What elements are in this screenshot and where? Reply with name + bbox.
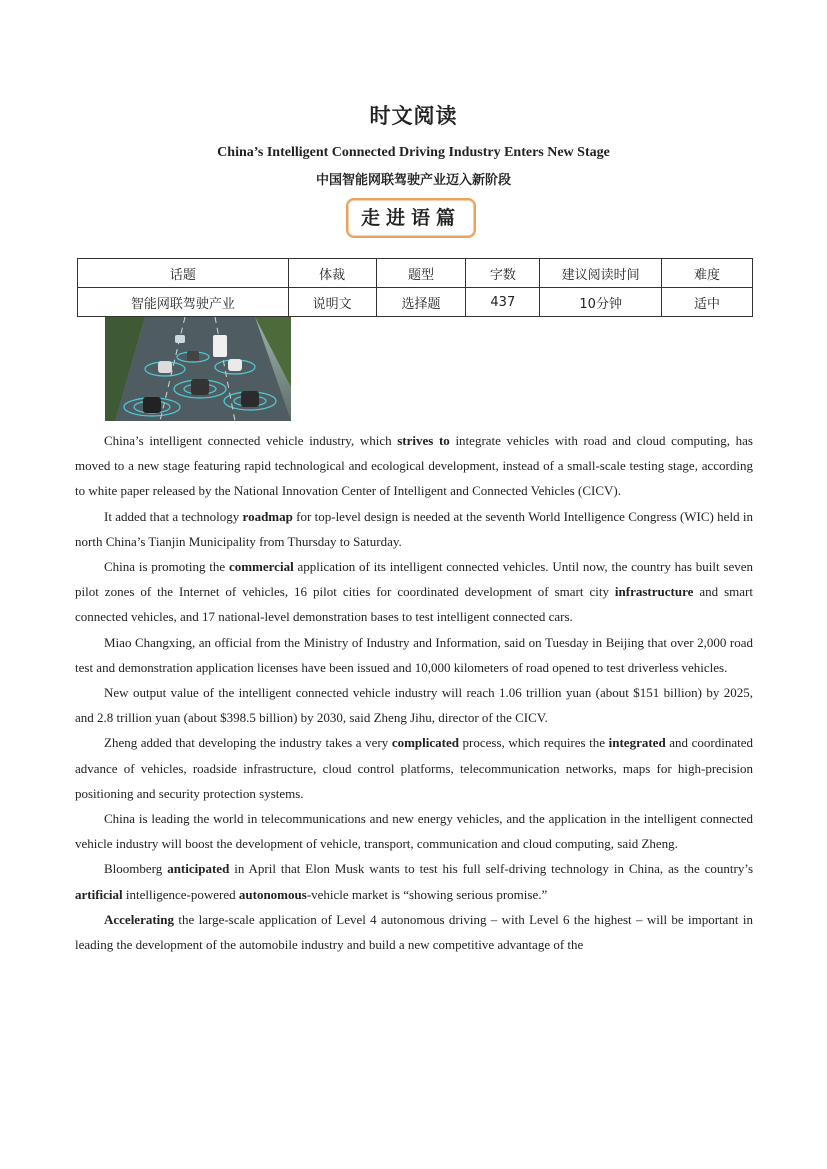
text-run: Zheng added that developing the industry takes a very — [104, 735, 392, 751]
article-paragraph: China is leading the world in telecommunications and new energy vehicles, and the application in the intelligent connected vehicle industry will boost the development of vehicle, transport, communication and cloud computing, said Zheng. — [75, 811, 753, 852]
key-word: strives to — [397, 433, 450, 448]
info-table — [77, 258, 753, 317]
table-cell: 智能网联驾驶产业 — [78, 288, 289, 317]
key-word: infrastructure — [614, 584, 694, 600]
table-header-cell: 建议阅读时间 — [540, 259, 662, 288]
table-cell: 10分钟 — [540, 288, 662, 317]
table-cell: 适中 — [662, 288, 753, 317]
key-word: roadmap — [242, 508, 293, 524]
text-run: China’s intelligent connected vehicle industry, which — [104, 433, 398, 448]
section-badge: 走进语篇 — [346, 198, 476, 238]
english-title: China’s Intelligent Connected Driving Industry Enters New Stage — [217, 145, 610, 160]
text-run: China is promoting the — [104, 559, 229, 575]
text-run: It added that a technology — [104, 508, 243, 524]
text-run: Bloomberg — [104, 861, 168, 877]
table-row — [78, 288, 753, 317]
table-header-cell: 话题 — [78, 259, 289, 288]
article-paragraph — [75, 907, 753, 957]
text-run: and smart connected vehicles, and 17 national-level demonstration bases to test intelligent connected cars. — [75, 584, 753, 625]
table-header-cell: 难度 — [662, 259, 753, 288]
article-paragraph — [75, 428, 753, 504]
article-paragraph — [75, 504, 753, 554]
key-word: commercial — [228, 559, 294, 575]
text-run: for top-level design is needed at the seventh World Intelligence Congress (WIC) held in north China’s Tianjin Municipality from Thursday to Saturday. — [75, 508, 753, 549]
text-run: in April that Elon Musk wants to test his full self-driving technology in China, as the country’s — [229, 861, 754, 877]
key-word: anticipated — [167, 861, 230, 877]
table-header-cell: 题型 — [376, 259, 466, 288]
key-word: integrated — [608, 735, 666, 751]
text-run: application of its intelligent connected vehicles. Until now, the country has built seven pilot zones of the Internet of vehicles, 16 pilot cities for coordinated development of smart city — [75, 559, 753, 600]
article-paragraph — [75, 554, 753, 630]
article-paragraph — [75, 856, 753, 906]
text-run: and coordinated advance of vehicles, roadside infrastructure, cloud control platforms, telecommunication networks, maps for high-precision positioning and security protection systems. — [75, 735, 753, 801]
table-cell: 选择题 — [376, 288, 466, 317]
page-title: 时文阅读 — [369, 103, 458, 128]
chinese-title: 中国智能网联驾驶产业迈入新阶段 — [315, 173, 511, 188]
text-run: integrate vehicles with road and cloud computing, has moved to a new stage featuring rapid technological and ecological development, instead of a small-scale testing stage, according to white paper released by the National Innovation Center of Intelligent and Connected Vehicles (CICV). — [75, 433, 753, 499]
table-header-cell: 体裁 — [288, 259, 376, 288]
article-paragraph: Miao Changxing, an official from the Ministry of Industry and Information, said on Tuesday in Beijing that over 2,000 road test and demonstration application licenses have been issued and 10,000 kilometers of road opened to test driverless vehicles. — [75, 634, 753, 675]
table-header-cell: 字数 — [466, 259, 540, 288]
article-paragraph — [75, 730, 753, 806]
text-run: process, which requires the — [458, 735, 609, 751]
key-word: Accelerating — [104, 911, 175, 927]
article-paragraph: New output value of the intelligent connected vehicle industry will reach 1.06 trillion yuan (about $151 billion) by 2025, and 2.8 trillion yuan (about $398.5 billion) by 2030, said Zheng Jihu, director of the CICV. — [75, 685, 753, 726]
table-cell: 说明文 — [288, 288, 376, 317]
text-run: -vehicle market is “showing serious promise.” — [306, 886, 548, 902]
table-cell: 437 — [466, 288, 540, 317]
key-word: artificial — [75, 886, 123, 902]
key-word: complicated — [391, 735, 459, 751]
article-body — [75, 428, 753, 957]
text-run: intelligence-powered — [122, 886, 239, 902]
key-word: autonomous — [238, 886, 307, 902]
text-run: the large-scale application of Level 4 autonomous driving – with Level 6 the highest – will be important in leading the development of the automobile industry and build a new competitive advantage of the — [75, 911, 753, 953]
table-header-row — [78, 259, 753, 288]
highway-autonomous-cars-image — [105, 317, 291, 421]
